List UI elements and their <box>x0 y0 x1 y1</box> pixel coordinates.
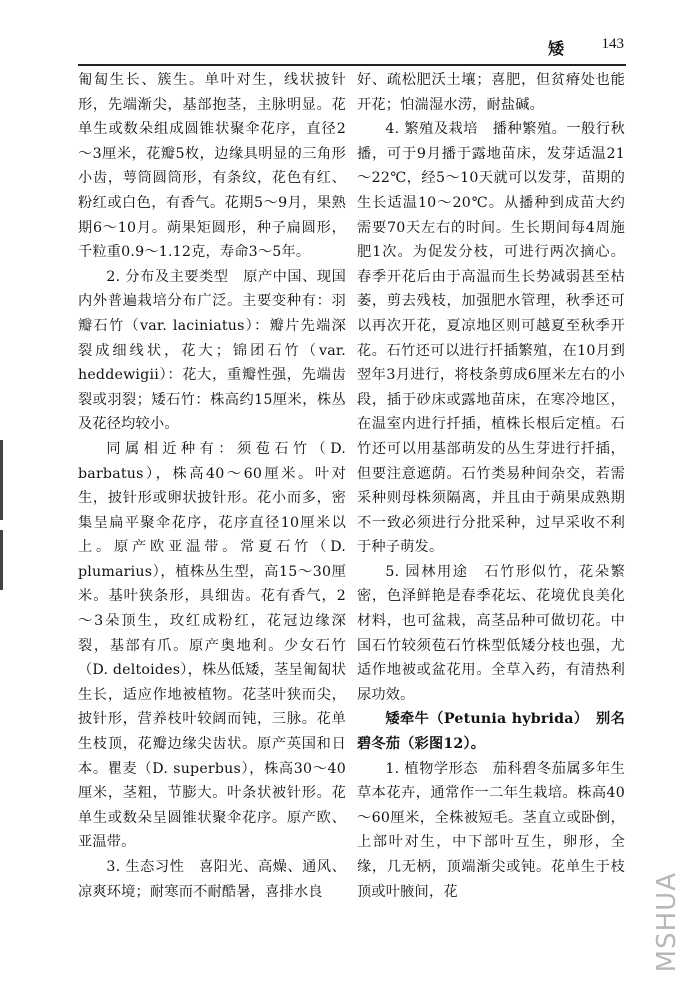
page-header <box>78 28 626 66</box>
left-column <box>78 68 346 904</box>
scan-edge-mark <box>0 530 3 590</box>
section-related-species: 同属相近种有：须苞石竹（D. barbatus），株高40～60厘米。叶对生，披针形或卵状披针形。花小而多，密集呈扁平聚伞花序，花序直径10厘米以上。原产欧亚温带。常夏石竹（D. plumarius），植株丛生型，高15～30厘米。基叶狭条形，具细齿。花有香气，2～3朵顶生，玫红成粉红，花冠边缘深裂，基部有爪。原产奥地利。少女石竹（D. deltoides），株丛低矮，茎呈匍匐状生长，适应作地被植物。花茎叶狭而尖，披针形，营养枝叶较阔而钝，三脉。花单生枝顶，花瓣边缘尖齿状。原产英国和日本。瞿麦（D. superbus），株高30～40厘米，茎粗，节膨大。叶条状被针形。花单生或数朵呈圆锥状聚伞花序。原产欧、亚温带。 <box>78 440 346 851</box>
scan-edge-mark <box>0 440 3 520</box>
section-propagation: 4. 繁殖及栽培 播种繁殖。一般行秋播，可于9月播于露地苗床，发芽适温21～22℃，经5～10天就可以发芽，苗期的生长适温10～20℃。从播种到成苗大约需要70天左右的时间。生长期间每4周施肥1次。为促发分枝，可进行两次摘心。春季开花后由于高温而生长势减弱甚至枯萎，剪去残枝，加强肥水管理，秋季还可以再次开花，夏凉地区则可越夏至秋季开花。石竹还可以进行扦插繁殖，在10月到翌年3月进行，将枝条剪成6厘米左右的小段，插于砂床或露地苗床，在寒冷地区，在温室内进行扦插，植株长根后定植。石竹还可以用基部萌发的丛生芽进行扦插，但要注意遮荫。石竹类易种间杂交，若需采种则母株须隔离，并且由于蒴果成熟期不一致必须进行分批采种，过早采收不利于种子萌发。 <box>357 121 625 556</box>
right-column <box>357 68 625 904</box>
section-ecology: 3. 生态习性 喜阳光、高燥、通风、凉爽环境；耐寒而不耐酷暑，喜排水良 <box>78 859 346 900</box>
watermark: MSHUA <box>652 872 682 973</box>
paragraph-continued-right: 好、疏松肥沃土壤；喜肥，但贫瘠处也能开花；怕湍湿水涝，耐盐碱。 <box>357 72 625 113</box>
page-number: 143 <box>601 36 624 52</box>
running-title: 矮 <box>547 39 564 58</box>
entry-heading-petunia: 矮牵牛（Petunia hybrida） 别名碧冬茄（彩图12）。 <box>357 711 625 753</box>
section-distribution: 2. 分布及主要类型 原产中国、现国内外普遍栽培分布广泛。主要变种有：羽瓣石竹（var. laciniatus）：瓣片先端深裂成细线状，花大；锦团石竹（var. heddewigii）：花大，重瓣性强，先端齿裂或羽裂；矮石竹：株高约15厘米，株丛及花径均较小。 <box>78 268 346 433</box>
paragraph-continued: 匍匐生长、簇生。单叶对生，线状披针形，先端渐尖，基部抱茎，主脉明显。花单生或数朵组成圆锥状聚伞花序，直径2～3厘米，花瓣5枚，边缘具明显的三角形小齿，萼筒圆筒形，有条纹，花色有红、粉红或白色，有香气。花期5～9月，果熟期6～10月。蒴果矩圆形，种子扁圆形，千粒重0.9～1.12克，寿命3～5年。 <box>78 72 346 261</box>
section-landscape-use: 5. 园林用途 石竹形似竹，花朵繁密，色泽鲜艳是春季花坛、花境优良美化材料，也可盆栽，高茎品种可做切花。中国石竹较须苞石竹株型低矮分枝也强，尤适作地被或盆花用。全草入药，有清热利尿功效。 <box>357 563 625 703</box>
section-morphology: 1. 植物学形态 茄科碧冬茄属多年生草本花卉，通常作一二年生栽培。株高40～60厘米，全株被短毛。茎直立或卧倒，上部叶对生，中下部叶互生，卵形，全缘，几无柄，顶端渐尖或钝。花单生于枝顶或叶腋间，花 <box>357 760 625 900</box>
